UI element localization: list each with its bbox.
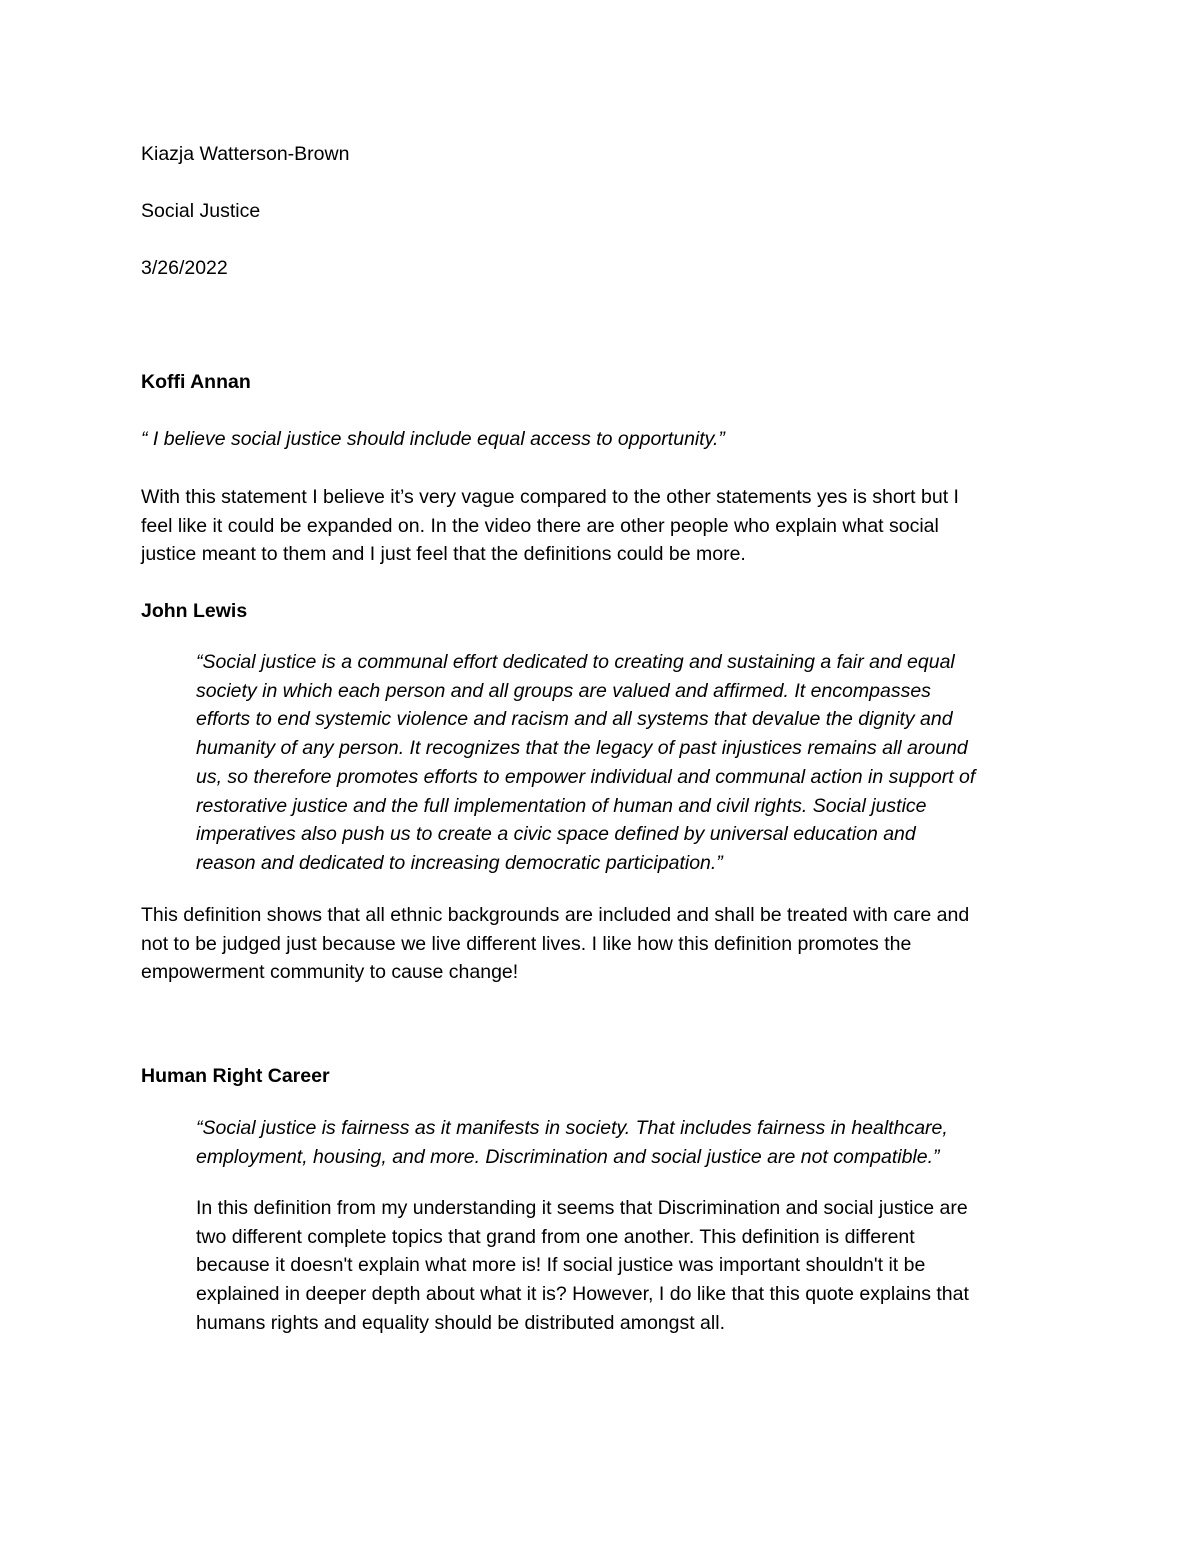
document-date: 3/26/2022 xyxy=(141,257,228,279)
quote-koffi-annan: “ I believe social justice should include equal access to opportunity.” xyxy=(141,428,725,450)
quote-john-lewis: “Social justice is a communal effort dedicated to creating and sustaining a fair and equal society in which each person and all groups are valued and affirmed. It encompasses efforts to end systemic violence and racism and all systems that devalue the dignity and humanity of any person. It recognizes that the legacy of past injustices remains all around us, so therefore promotes efforts to empower individual and communal action in support of restorative justice and the full implementation of human and civil rights. Social justice imperatives also push us to create a civic space defined by universal education and reason and dedicated to increasing democratic participation.” xyxy=(196,651,976,874)
response-human-right-career: In this definition from my understanding it seems that Discrimination and social justice are two different complete topics that grand from one another. This definition is different because it doesn't explain what more is! If social justice was important shouldn't it be explained in deeper depth about what it is? However, I do like that this quote explains that humans rights and equality should be distributed amongst all. xyxy=(196,1197,969,1334)
quote-human-right-career: “Social justice is fairness as it manifests in society. That includes fairness in healthcare, employment, housing, and more. Discrimination and social justice are not compatible.” xyxy=(196,1117,948,1168)
response-john-lewis: This definition shows that all ethnic backgrounds are included and shall be treated with care and not to be judged just because we live different lives. I like how this definition promotes the empowerment community to cause change! xyxy=(141,904,970,984)
section-heading-john-lewis: John Lewis xyxy=(141,600,248,622)
course-title: Social Justice xyxy=(141,200,261,222)
section-heading-human-right-career: Human Right Career xyxy=(141,1065,330,1087)
section-heading-koffi-annan: Koffi Annan xyxy=(141,371,251,393)
author-name: Kiazja Watterson-Brown xyxy=(141,143,350,165)
response-koffi-annan: With this statement I believe it’s very vague compared to the other statements yes is short but I feel like it could be expanded on. In the video there are other people who explain what social justice meant to them and I just feel that the definitions could be more. xyxy=(141,486,959,566)
